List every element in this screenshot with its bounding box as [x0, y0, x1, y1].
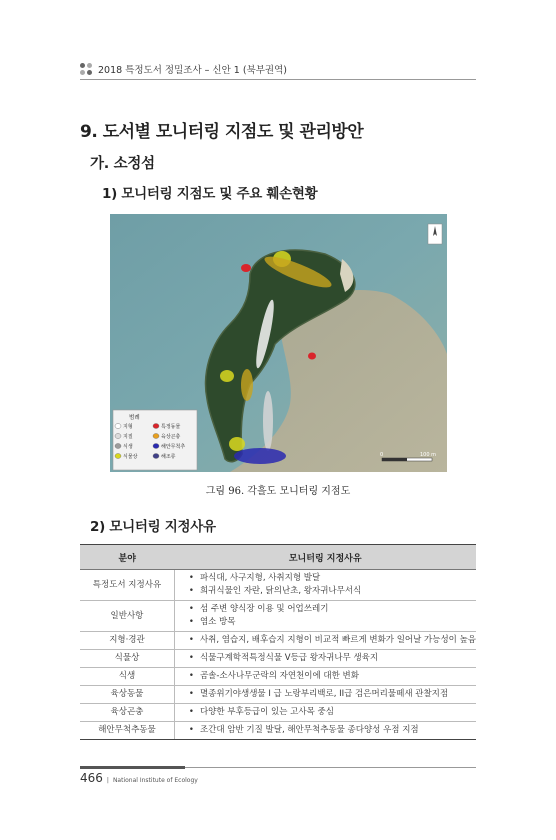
table-cell-reason: [174, 601, 476, 632]
table-row: [80, 570, 476, 601]
table-cell-category: 식생: [80, 668, 174, 686]
reason-item: • 다양한 부후등급이 있는 고사목 중심: [189, 706, 476, 719]
legend-swatch: [153, 444, 159, 449]
animal-point-flat: [308, 353, 316, 360]
figure-caption: 그림 96. 각흘도 모니터링 지점도: [205, 486, 351, 497]
reason-item: • 희귀식물인 자란, 닭의난초, 왕자귀나무서식: [189, 585, 476, 598]
footer-institute: National Institute of Ecology: [112, 777, 198, 784]
reason-item: • 파식대, 사구지형, 사취지형 발달: [189, 572, 476, 585]
legend-label: 지형: [123, 424, 133, 430]
running-header: [80, 62, 287, 76]
scale-start: 0: [380, 452, 384, 458]
map-image: [110, 214, 447, 472]
scale-end: 100 m: [420, 452, 437, 458]
table-cell-reason: [174, 570, 476, 601]
legend-swatch: [115, 434, 121, 439]
table-cell-category: 육상동물: [80, 686, 174, 704]
legend-label: 지질: [123, 434, 133, 440]
map-legend: [113, 410, 197, 470]
legend-label: 해조류: [161, 454, 176, 460]
footer-rule-accent: [80, 766, 185, 769]
reason-item: • 곰솔-소사나무군락의 자연천이에 대한 변화: [189, 670, 476, 683]
table-row: [80, 650, 476, 668]
header-text: 2018 특정도서 정밀조사 – 신안 1 (북부권역): [98, 65, 287, 76]
table-row: [80, 668, 476, 686]
table-heading: 2) 모니터링 지정사유: [90, 519, 216, 535]
legend-swatch: [115, 424, 121, 429]
legend-swatch: [153, 434, 159, 439]
header-rule: [80, 79, 476, 80]
footer-separator: |: [106, 777, 109, 784]
table-cell-reason: [174, 650, 476, 668]
map-heading: 1) 모니터링 지점도 및 주요 훼손현황: [102, 186, 318, 202]
monitoring-table: [80, 544, 476, 740]
table-row: [80, 722, 476, 740]
table-cell-category: 일반사항: [80, 601, 174, 632]
table-cell-reason: [174, 668, 476, 686]
table-header-category: 분야: [80, 545, 174, 570]
reason-item: • 염소 방목: [189, 616, 476, 629]
legend-swatch: [115, 454, 121, 459]
insect-zone-mid: [241, 369, 253, 401]
monitoring-map: [110, 214, 447, 472]
legend-swatch: [153, 424, 159, 429]
invertebrate-zone: [234, 448, 286, 464]
flora-point-south: [229, 437, 245, 451]
north-arrow: [428, 224, 442, 244]
table-cell-category: 특정도서 지정사유: [80, 570, 174, 601]
legend-swatch: [153, 454, 159, 459]
reason-item: • 조간대 암반 기질 발달, 해안무척추동물 종다양성 우점 지점: [189, 724, 476, 737]
reason-item: • 멸종위기야생생물 I 급 노랑부리백로, II급 검은머리물떼새 관찰지점: [189, 688, 476, 701]
reason-item: • 섬 주변 양식장 이용 및 어업쓰레기: [189, 603, 476, 616]
table-cell-reason: [174, 686, 476, 704]
table-cell-reason: [174, 704, 476, 722]
table-row: [80, 632, 476, 650]
table-cell-reason: [174, 632, 476, 650]
legend-label: 육상곤충: [161, 434, 181, 440]
legend-label: 해안무척추: [161, 444, 186, 450]
page-number: 466: [80, 771, 103, 785]
header-dots-icon: [80, 63, 92, 75]
table-row: [80, 704, 476, 722]
table-cell-category: 육상곤충: [80, 704, 174, 722]
table-row: [80, 601, 476, 632]
legend-label: 식물상: [123, 454, 138, 460]
reason-item: • 식물구계학적특정식물 V등급 왕자귀나무 생육지: [189, 652, 476, 665]
flora-point-mid: [220, 370, 234, 382]
legend-title: 범례: [129, 415, 140, 421]
legend-label: 특정동물: [161, 424, 181, 430]
table-cell-category: 해안무척추동물: [80, 722, 174, 740]
legend-label: 식생: [123, 444, 133, 450]
table-row: [80, 686, 476, 704]
table-cell-category: 지형·경관: [80, 632, 174, 650]
subsection-title: 가. 소정섬: [90, 156, 155, 172]
reason-item: • 사취, 염습지, 배후습지 지형이 비교적 빠르게 변화가 일어날 가능성이 높음: [189, 634, 476, 647]
geology-zone: [263, 391, 273, 451]
table-cell-category: 식물상: [80, 650, 174, 668]
legend-swatch: [115, 444, 121, 449]
table-cell-reason: [174, 722, 476, 740]
section-title: 9. 도서별 모니터링 지점도 및 관리방안: [80, 122, 364, 142]
table-header-reason: 모니터링 지정사유: [174, 545, 476, 570]
animal-point-north: [241, 264, 251, 272]
footer: [80, 771, 198, 785]
